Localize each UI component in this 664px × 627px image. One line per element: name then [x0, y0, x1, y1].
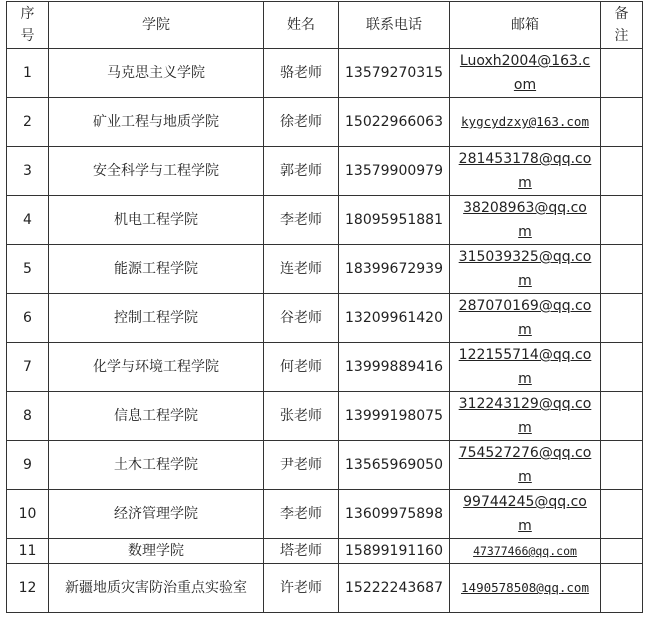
- header-note-label: 备注: [614, 5, 629, 44]
- cell-note: [601, 147, 643, 196]
- cell-name: 何老师: [264, 343, 339, 392]
- cell-phone: 15222243687: [339, 564, 450, 613]
- cell-college: 新疆地质灾害防治重点实验室: [49, 564, 264, 613]
- cell-seq: 6: [7, 294, 49, 343]
- cell-seq: 8: [7, 392, 49, 441]
- cell-note: [601, 490, 643, 539]
- contact-table-container: [6, 1, 643, 613]
- email-link[interactable]: 754527276@qq.com: [458, 445, 592, 485]
- header-college: [49, 2, 264, 49]
- table-row: [7, 343, 643, 392]
- cell-email: [450, 392, 601, 441]
- cell-college: 安全科学与工程学院: [49, 147, 264, 196]
- table-row: [7, 49, 643, 98]
- cell-name: 徐老师: [264, 98, 339, 147]
- header-phone: [339, 2, 450, 49]
- cell-phone: 13565969050: [339, 441, 450, 490]
- cell-seq: 4: [7, 196, 49, 245]
- header-phone-label: 联系电话: [366, 17, 422, 33]
- header-email: [450, 2, 601, 49]
- cell-phone: 13999198075: [339, 392, 450, 441]
- table-row: [7, 564, 643, 613]
- cell-college: 土木工程学院: [49, 441, 264, 490]
- cell-seq: 7: [7, 343, 49, 392]
- table-row: [7, 98, 643, 147]
- header-name-label: 姓名: [287, 17, 315, 33]
- cell-college: 数理学院: [49, 539, 264, 564]
- cell-college: 化学与环境工程学院: [49, 343, 264, 392]
- cell-college: 能源工程学院: [49, 245, 264, 294]
- table-row: [7, 147, 643, 196]
- cell-name: 骆老师: [264, 49, 339, 98]
- cell-name: 李老师: [264, 490, 339, 539]
- table-row: [7, 294, 643, 343]
- header-email-label: 邮箱: [511, 17, 539, 33]
- email-link[interactable]: 315039325@qq.com: [458, 249, 592, 289]
- cell-name: 李老师: [264, 196, 339, 245]
- cell-note: [601, 539, 643, 564]
- email-link[interactable]: 287070169@qq.com: [458, 298, 592, 338]
- cell-email: [450, 245, 601, 294]
- email-link[interactable]: 47377466@qq.com: [473, 544, 577, 558]
- cell-email: [450, 294, 601, 343]
- cell-note: [601, 245, 643, 294]
- cell-seq: 3: [7, 147, 49, 196]
- cell-seq: 1: [7, 49, 49, 98]
- email-link[interactable]: 99744245@qq.com: [463, 494, 587, 534]
- cell-phone: 18399672939: [339, 245, 450, 294]
- header-row: [7, 2, 643, 49]
- cell-seq: 2: [7, 98, 49, 147]
- cell-name: 郭老师: [264, 147, 339, 196]
- email-link[interactable]: 122155714@qq.com: [458, 347, 592, 387]
- cell-phone: 18095951881: [339, 196, 450, 245]
- cell-college: 机电工程学院: [49, 196, 264, 245]
- email-link[interactable]: 38208963@qq.com: [463, 200, 587, 240]
- cell-note: [601, 564, 643, 613]
- table-row: [7, 392, 643, 441]
- cell-phone: 13579900979: [339, 147, 450, 196]
- cell-email: [450, 490, 601, 539]
- table-row: [7, 539, 643, 564]
- cell-name: 张老师: [264, 392, 339, 441]
- cell-name: 塔老师: [264, 539, 339, 564]
- cell-email: [450, 147, 601, 196]
- table-row: [7, 490, 643, 539]
- header-seq-label: 序号: [20, 5, 35, 44]
- cell-seq: 5: [7, 245, 49, 294]
- cell-name: 许老师: [264, 564, 339, 613]
- cell-college: 矿业工程与地质学院: [49, 98, 264, 147]
- cell-name: 连老师: [264, 245, 339, 294]
- cell-phone: 13609975898: [339, 490, 450, 539]
- cell-name: 尹老师: [264, 441, 339, 490]
- cell-note: [601, 392, 643, 441]
- cell-email: [450, 564, 601, 613]
- cell-seq: 9: [7, 441, 49, 490]
- cell-note: [601, 441, 643, 490]
- cell-note: [601, 49, 643, 98]
- email-link[interactable]: Luoxh2004@163.com: [459, 53, 591, 93]
- cell-email: [450, 49, 601, 98]
- cell-college: 马克思主义学院: [49, 49, 264, 98]
- table-row: [7, 196, 643, 245]
- table-row: [7, 441, 643, 490]
- cell-phone: 13999889416: [339, 343, 450, 392]
- cell-phone: 15022966063: [339, 98, 450, 147]
- cell-seq: 12: [7, 564, 49, 613]
- cell-email: [450, 98, 601, 147]
- table-row: [7, 245, 643, 294]
- cell-email: [450, 343, 601, 392]
- cell-seq: 11: [7, 539, 49, 564]
- email-link[interactable]: 312243129@qq.com: [458, 396, 592, 436]
- cell-seq: 10: [7, 490, 49, 539]
- cell-college: 控制工程学院: [49, 294, 264, 343]
- cell-phone: 13209961420: [339, 294, 450, 343]
- header-college-label: 学院: [142, 17, 170, 33]
- header-note: [601, 2, 643, 49]
- cell-note: [601, 98, 643, 147]
- cell-note: [601, 343, 643, 392]
- cell-email: [450, 196, 601, 245]
- cell-note: [601, 196, 643, 245]
- cell-note: [601, 294, 643, 343]
- cell-email: [450, 441, 601, 490]
- cell-college: 信息工程学院: [49, 392, 264, 441]
- header-name: [264, 2, 339, 49]
- header-seq: [7, 2, 49, 49]
- cell-phone: 13579270315: [339, 49, 450, 98]
- cell-phone: 15899191160: [339, 539, 450, 564]
- contact-table: [6, 1, 643, 613]
- cell-college: 经济管理学院: [49, 490, 264, 539]
- cell-name: 谷老师: [264, 294, 339, 343]
- email-link[interactable]: kygcydzxy@163.com: [461, 114, 589, 129]
- email-link[interactable]: 281453178@qq.com: [458, 151, 592, 191]
- email-link[interactable]: 1490578508@qq.com: [461, 580, 589, 595]
- cell-email: [450, 539, 601, 564]
